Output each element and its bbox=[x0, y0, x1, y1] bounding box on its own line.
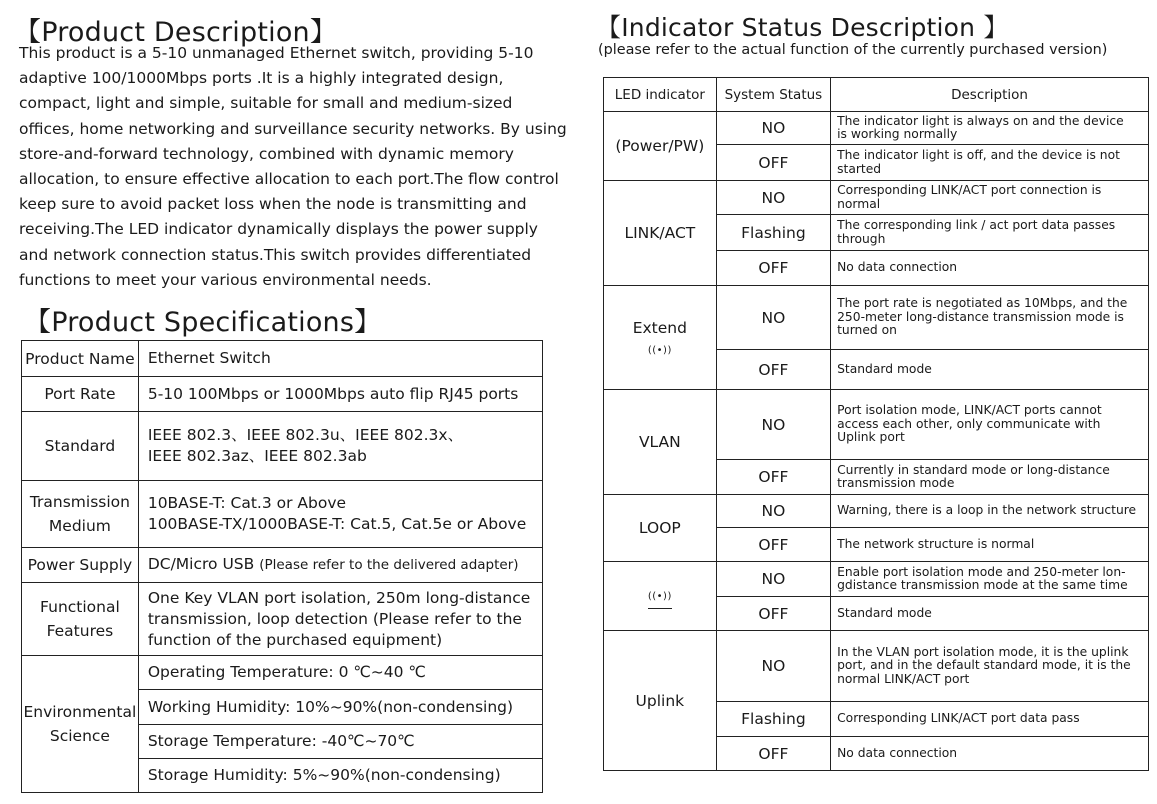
indicator-row-combo bbox=[604, 562, 1149, 597]
led-name: (Power/PW) bbox=[604, 112, 717, 181]
description-line: through bbox=[837, 231, 886, 246]
led-name bbox=[604, 286, 717, 390]
spec-label bbox=[22, 583, 139, 656]
status-description bbox=[831, 562, 1149, 597]
status-description: Corresponding LINK/ACT port data pass bbox=[831, 702, 1149, 737]
spec-row-product-name bbox=[22, 341, 543, 377]
spec-row-standard bbox=[22, 412, 543, 481]
description-line: The indicator light is always on and the device bbox=[837, 113, 1124, 128]
description-line: Corresponding LINK/ACT port connection is bbox=[837, 183, 1102, 197]
signal-underline-icon: ((•)) bbox=[648, 587, 672, 609]
status-description bbox=[831, 460, 1149, 495]
product-description-body bbox=[19, 41, 567, 293]
description-line: allocation, to ensure effective allocation to each port.The flow control bbox=[19, 170, 559, 189]
specifications-table bbox=[21, 340, 543, 793]
description-line: The port rate is negotiated as 10Mbps, and the bbox=[837, 296, 1128, 311]
status-value: OFF bbox=[716, 350, 830, 390]
spec-value-line: IEEE 802.3az、IEEE 802.3ab bbox=[147, 447, 367, 465]
indicator-row-uplink bbox=[604, 631, 1149, 702]
status-description bbox=[831, 112, 1149, 145]
status-value: OFF bbox=[716, 528, 830, 562]
description-line: Currently in standard mode or long-distance bbox=[837, 462, 1110, 477]
spec-row-environmental bbox=[22, 656, 543, 690]
status-description: No data connection bbox=[831, 251, 1149, 286]
spec-value: Storage Humidity: 5%~90%(non-condensing) bbox=[138, 759, 542, 793]
status-description bbox=[831, 286, 1149, 350]
description-line: port, and in the default standard mode, it is the bbox=[837, 658, 1131, 673]
led-name: LINK/ACT bbox=[604, 181, 717, 286]
indicator-row-loop bbox=[604, 495, 1149, 528]
indicator-status-table bbox=[603, 77, 1149, 771]
spec-label: Product Name bbox=[22, 341, 139, 377]
spec-row-functional-features bbox=[22, 583, 543, 656]
spec-value-line: One Key VLAN port isolation, 250m long-distance bbox=[147, 588, 531, 607]
description-line: keep sure to avoid packet loss when the node is transmitting and bbox=[19, 195, 527, 214]
status-description bbox=[831, 390, 1149, 460]
header-led-indicator: LED indicator bbox=[604, 78, 717, 112]
description-line: 250-meter long-distance transmission mode is bbox=[837, 309, 1124, 324]
spec-row-port-rate bbox=[22, 377, 543, 412]
spec-label bbox=[22, 656, 139, 793]
spec-value: Operating Temperature: 0 ℃~40 ℃ bbox=[138, 656, 542, 690]
indicator-row-extend bbox=[604, 286, 1149, 350]
led-name bbox=[604, 562, 717, 631]
spec-value-line: function of the purchased equipment) bbox=[147, 630, 443, 649]
status-description: Standard mode bbox=[831, 597, 1149, 631]
led-name: VLAN bbox=[604, 390, 717, 495]
spec-label-line: Transmission bbox=[29, 493, 130, 511]
spec-value: Ethernet Switch bbox=[138, 341, 542, 377]
spec-value-line: IEEE 802.3、IEEE 802.3u、IEEE 802.3x、 bbox=[147, 426, 464, 444]
spec-value: Storage Temperature: -40℃~70℃ bbox=[138, 725, 542, 759]
description-line: turned on bbox=[837, 323, 897, 338]
spec-label-line: Medium bbox=[48, 517, 111, 535]
description-line: normal bbox=[837, 196, 881, 211]
status-value: OFF bbox=[716, 251, 830, 286]
status-description: Warning, there is a loop in the network structure bbox=[831, 495, 1149, 528]
spec-value bbox=[138, 583, 542, 656]
status-value: NO bbox=[716, 562, 830, 597]
product-description-title: 【Product Description】 bbox=[14, 17, 338, 48]
status-value: NO bbox=[716, 181, 830, 215]
spec-row-transmission-medium bbox=[22, 481, 543, 548]
description-line: functions to meet your various environmental needs. bbox=[19, 270, 432, 289]
description-line: The indicator light is off, and the device is not bbox=[837, 148, 1120, 162]
spec-label: Port Rate bbox=[22, 377, 139, 412]
indicator-status-subtitle: (please refer to the actual function of the currently purchased version) bbox=[598, 42, 1108, 58]
spec-label: Power Supply bbox=[22, 548, 139, 583]
indicator-row-power bbox=[604, 112, 1149, 145]
spec-value-line: transmission, loop detection (Please refer to the bbox=[147, 609, 522, 628]
status-value: OFF bbox=[716, 460, 830, 495]
spec-label-line: Science bbox=[49, 727, 110, 745]
status-description: Standard mode bbox=[831, 350, 1149, 390]
status-value: NO bbox=[716, 390, 830, 460]
indicator-row-link-act bbox=[604, 181, 1149, 215]
spec-value-line: 100BASE-TX/1000BASE-T: Cat.5, Cat.5e or Above bbox=[147, 515, 527, 533]
status-value: OFF bbox=[716, 737, 830, 771]
status-description: No data connection bbox=[831, 737, 1149, 771]
spec-label-line: Features bbox=[46, 622, 114, 640]
spec-row-power-supply bbox=[22, 548, 543, 583]
description-line: is working normally bbox=[837, 127, 958, 141]
spec-value-note: (Please refer to the delivered adapter) bbox=[259, 557, 519, 573]
indicator-header-row bbox=[604, 78, 1149, 112]
indicator-row-vlan bbox=[604, 390, 1149, 460]
spec-value-main: DC/Micro USB bbox=[147, 555, 255, 573]
spec-label: Standard bbox=[22, 412, 139, 481]
spec-label-line: Environmental bbox=[23, 703, 137, 721]
spec-value: 5-10 100Mbps or 1000Mbps auto flip RJ45 ports bbox=[138, 377, 542, 412]
description-line: access each other, only communicate with bbox=[837, 416, 1101, 431]
status-value: NO bbox=[716, 286, 830, 350]
spec-value-line: 10BASE-T: Cat.3 or Above bbox=[147, 494, 347, 512]
description-line: offices, home networking and surveillance security networks. By using bbox=[19, 119, 567, 138]
led-name: Uplink bbox=[604, 631, 717, 771]
description-line: store-and-forward technology, combined with dynamic memory bbox=[19, 144, 514, 163]
status-description bbox=[831, 631, 1149, 702]
spec-label bbox=[22, 481, 139, 548]
header-system-status: System Status bbox=[716, 78, 830, 112]
spec-value: Working Humidity: 10%~90%(non-condensing) bbox=[138, 690, 542, 725]
description-line: started bbox=[837, 161, 882, 176]
status-value: OFF bbox=[716, 597, 830, 631]
status-description bbox=[831, 181, 1149, 215]
status-value: NO bbox=[716, 112, 830, 145]
description-line: Uplink port bbox=[837, 430, 905, 445]
description-line: In the VLAN port isolation mode, it is the uplink bbox=[837, 644, 1129, 659]
status-description: The network structure is normal bbox=[831, 528, 1149, 562]
description-line: transmission mode bbox=[837, 476, 955, 490]
description-line: normal LINK/ACT port bbox=[837, 671, 970, 686]
led-label: Extend bbox=[632, 318, 687, 337]
status-value: Flashing bbox=[716, 702, 830, 737]
status-description bbox=[831, 215, 1149, 251]
description-line: and network connection status.This switch provides differentiated bbox=[19, 245, 532, 264]
status-value: NO bbox=[716, 631, 830, 702]
signal-icon: ((•)) bbox=[647, 344, 672, 356]
description-line: Port isolation mode, LINK/ACT ports cannot bbox=[837, 403, 1102, 418]
header-description: Description bbox=[831, 78, 1149, 112]
status-value: OFF bbox=[716, 145, 830, 181]
description-line: The corresponding link / act port data passes bbox=[837, 218, 1116, 232]
product-specifications-title: 【Product Specifications】 bbox=[24, 307, 382, 338]
indicator-status-title: 【Indicator Status Description 】 bbox=[596, 13, 1009, 42]
status-description bbox=[831, 145, 1149, 181]
status-value: NO bbox=[716, 495, 830, 528]
description-line: Enable port isolation mode and 250-meter lon- bbox=[837, 564, 1126, 579]
spec-label-line: Functional bbox=[40, 598, 120, 616]
description-line: This product is a 5-10 unmanaged Ethernet switch, providing 5-10 bbox=[19, 44, 534, 62]
led-name: LOOP bbox=[604, 495, 717, 562]
description-line: gdistance transmission mode at the same time bbox=[837, 578, 1128, 592]
spec-value bbox=[138, 412, 542, 481]
status-value: Flashing bbox=[716, 215, 830, 251]
description-line: compact, light and simple, suitable for small and medium-sized bbox=[19, 94, 513, 113]
spec-value bbox=[138, 548, 542, 583]
spec-value bbox=[138, 481, 542, 548]
description-line: receiving.The LED indicator dynamically displays the power supply bbox=[19, 220, 538, 239]
description-line: adaptive 100/1000Mbps ports .It is a highly integrated design, bbox=[19, 69, 504, 88]
